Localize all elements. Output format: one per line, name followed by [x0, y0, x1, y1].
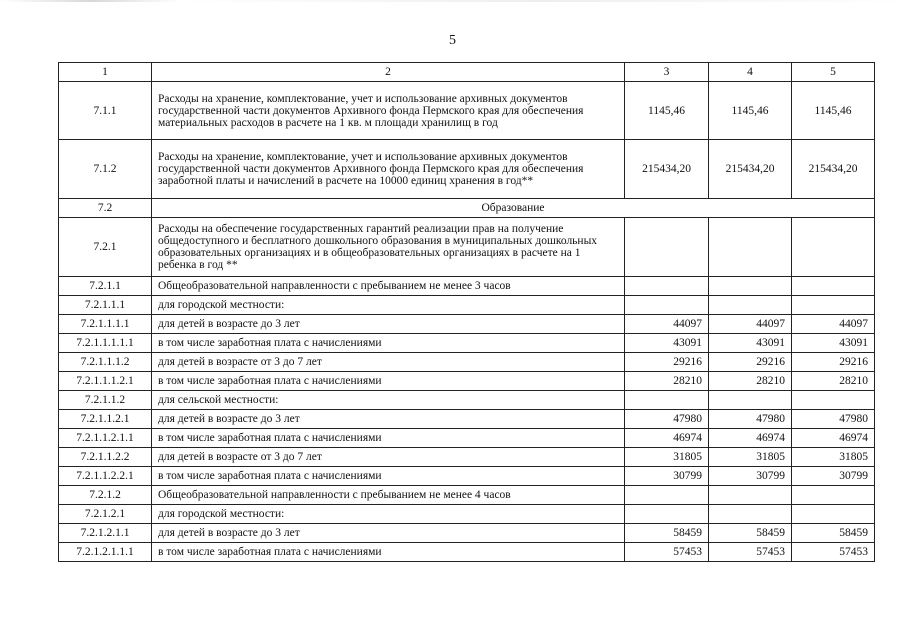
row-value-col3: 46974	[625, 429, 709, 448]
row-number: 7.2.1.2	[59, 486, 152, 505]
row-value-col3: 44097	[625, 315, 709, 334]
row-value-col3	[625, 505, 709, 524]
row-value-col3: 29216	[625, 353, 709, 372]
row-value-col3	[625, 218, 709, 277]
row-value-col4: 58459	[709, 524, 792, 543]
table-row	[59, 410, 875, 429]
row-value-col5: 215434,20	[792, 140, 875, 199]
table-row	[59, 277, 875, 296]
row-value-col5: 31805	[792, 448, 875, 467]
row-value-col3: 47980	[625, 410, 709, 429]
table-row	[59, 315, 875, 334]
row-description: Общеобразовательной направленности с пребыванием не менее 4 часов	[152, 486, 625, 505]
row-value-col5	[792, 296, 875, 315]
row-description: в том числе заработная плата с начислениями	[152, 372, 625, 391]
row-value-col4	[709, 296, 792, 315]
column-header-3: 3	[625, 63, 709, 82]
table-row	[59, 429, 875, 448]
row-description: для детей в возрасте до 3 лет	[152, 524, 625, 543]
row-number: 7.2.1.1.1.2	[59, 353, 152, 372]
row-value-col5	[792, 486, 875, 505]
row-value-col4: 44097	[709, 315, 792, 334]
row-description: Расходы на хранение, комплектование, учет и использование архивных документов государственной части документов Архивного фонда Пермского края для обеспечения заработной платы и начислений в расчете на 10000 единиц хранения в год**	[152, 140, 625, 199]
row-value-col4: 43091	[709, 334, 792, 353]
row-description: для детей в возрасте до 3 лет	[152, 410, 625, 429]
table-row	[59, 543, 875, 562]
row-value-col4: 31805	[709, 448, 792, 467]
row-value-col3: 31805	[625, 448, 709, 467]
table-row	[59, 505, 875, 524]
row-value-col5: 58459	[792, 524, 875, 543]
column-header-1: 1	[59, 63, 152, 82]
row-value-col4	[709, 486, 792, 505]
row-value-col4: 215434,20	[709, 140, 792, 199]
row-description: для городской местности:	[152, 505, 625, 524]
row-value-col3: 43091	[625, 334, 709, 353]
row-number: 7.2.1.1.1.1	[59, 315, 152, 334]
row-description: для детей в возрасте от 3 до 7 лет	[152, 353, 625, 372]
row-value-col3	[625, 296, 709, 315]
row-description: для сельской местности:	[152, 391, 625, 410]
table-row	[59, 391, 875, 410]
table-row	[59, 218, 875, 277]
row-value-col4: 1145,46	[709, 82, 792, 140]
table-row	[59, 140, 875, 199]
row-value-col3: 215434,20	[625, 140, 709, 199]
row-description: в том числе заработная плата с начислениями	[152, 334, 625, 353]
row-value-col5: 43091	[792, 334, 875, 353]
row-number: 7.2.1.1.2.1	[59, 410, 152, 429]
table-row	[59, 353, 875, 372]
row-description: Расходы на обеспечение государственных гарантий реализации прав на получение общедоступного и бесплатного дошкольного образования в муниципальных дошкольных образовательных организациях и в общеобразовательных организациях в расчете на 1 ребенка в год **	[152, 218, 625, 277]
row-value-col3: 28210	[625, 372, 709, 391]
row-number: 7.1.2	[59, 140, 152, 199]
row-value-col4	[709, 277, 792, 296]
row-number: 7.2.1	[59, 218, 152, 277]
row-value-col5	[792, 391, 875, 410]
table-row	[59, 486, 875, 505]
row-value-col5: 30799	[792, 467, 875, 486]
row-number: 7.2.1.2.1.1	[59, 524, 152, 543]
row-value-col5	[792, 277, 875, 296]
row-value-col5	[792, 505, 875, 524]
row-description: Общеобразовательной направленности с пребыванием не менее 3 часов	[152, 277, 625, 296]
row-description: в том числе заработная плата с начислениями	[152, 543, 625, 562]
row-number: 7.2.1.2.1.1.1	[59, 543, 152, 562]
row-description: для детей в возрасте до 3 лет	[152, 315, 625, 334]
section-row	[59, 199, 875, 218]
row-value-col4: 30799	[709, 467, 792, 486]
row-value-col3: 57453	[625, 543, 709, 562]
table-row	[59, 467, 875, 486]
table-row	[59, 296, 875, 315]
row-value-col4: 29216	[709, 353, 792, 372]
norms-table	[58, 62, 875, 562]
row-description: в том числе заработная плата с начислениями	[152, 467, 625, 486]
row-number: 7.2	[59, 199, 152, 218]
row-value-col5: 44097	[792, 315, 875, 334]
row-value-col5: 1145,46	[792, 82, 875, 140]
row-value-col4	[709, 391, 792, 410]
row-number: 7.2.1.1.1.1.1	[59, 334, 152, 353]
table-row	[59, 82, 875, 140]
table-header-row	[59, 63, 875, 82]
row-number: 7.2.1.1.2.1.1	[59, 429, 152, 448]
row-number: 7.2.1.1	[59, 277, 152, 296]
table-row	[59, 372, 875, 391]
row-number: 7.1.1	[59, 82, 152, 140]
row-number: 7.2.1.1.1	[59, 296, 152, 315]
row-value-col3: 1145,46	[625, 82, 709, 140]
column-header-2: 2	[152, 63, 625, 82]
row-value-col4: 28210	[709, 372, 792, 391]
row-description: Расходы на хранение, комплектование, учет и использование архивных документов государственной части документов Архивного фонда Пермского края для обеспечения материальных расходов в расчете на 1 кв. м площади хранилищ в год	[152, 82, 625, 140]
table-row	[59, 524, 875, 543]
table-row	[59, 448, 875, 467]
row-description: для детей в возрасте от 3 до 7 лет	[152, 448, 625, 467]
column-header-5: 5	[792, 63, 875, 82]
section-title: Образование	[152, 199, 875, 218]
row-value-col3	[625, 277, 709, 296]
column-header-4: 4	[709, 63, 792, 82]
row-number: 7.2.1.1.2.2	[59, 448, 152, 467]
row-number: 7.2.1.1.2	[59, 391, 152, 410]
table-row	[59, 334, 875, 353]
row-value-col5: 28210	[792, 372, 875, 391]
row-value-col4: 47980	[709, 410, 792, 429]
row-number: 7.2.1.1.1.2.1	[59, 372, 152, 391]
row-value-col5: 29216	[792, 353, 875, 372]
row-value-col5: 46974	[792, 429, 875, 448]
row-description: для городской местности:	[152, 296, 625, 315]
row-value-col4	[709, 218, 792, 277]
row-value-col5: 47980	[792, 410, 875, 429]
row-value-col3	[625, 391, 709, 410]
row-value-col3	[625, 486, 709, 505]
row-value-col4: 57453	[709, 543, 792, 562]
row-number: 7.2.1.2.1	[59, 505, 152, 524]
row-value-col3: 58459	[625, 524, 709, 543]
row-value-col4: 46974	[709, 429, 792, 448]
row-number: 7.2.1.1.2.2.1	[59, 467, 152, 486]
page-number: 5	[449, 33, 456, 48]
row-value-col3: 30799	[625, 467, 709, 486]
row-value-col4	[709, 505, 792, 524]
row-description: в том числе заработная плата с начислениями	[152, 429, 625, 448]
row-value-col5	[792, 218, 875, 277]
scan-edge-artifact	[0, 0, 905, 2]
row-value-col5: 57453	[792, 543, 875, 562]
